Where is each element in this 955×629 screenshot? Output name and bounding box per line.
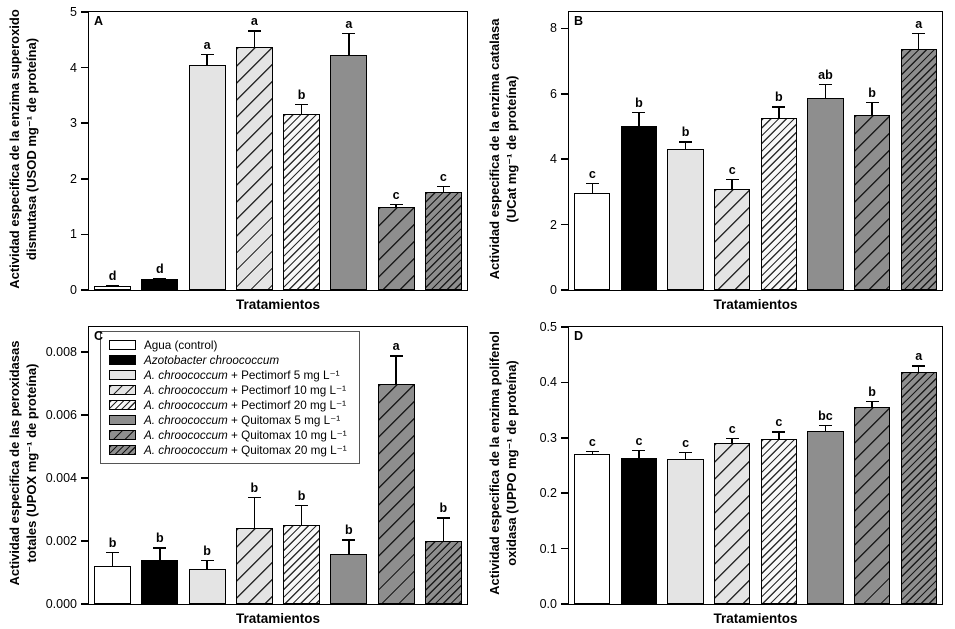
bar [854,115,890,290]
legend-item [109,427,347,442]
error-bar-cap [106,552,119,553]
panel-label-b: B [574,14,584,28]
bar [901,49,937,290]
y-tick-label: 6 [550,86,557,101]
y-tick [561,437,568,439]
y-tick [561,28,568,30]
legend-species-name: A. chroococcum [144,413,228,427]
bar [621,458,657,604]
y-tick [561,382,568,384]
y-tick-label: 2 [550,217,557,232]
legend-swatch [109,445,136,455]
y-tick-label: 0.004 [45,471,77,486]
y-tick-label: 0 [70,283,77,297]
error-bar-cap [679,141,692,142]
significance-letter: c [682,435,690,450]
bar [330,55,367,290]
significance-letter: a [915,16,923,31]
bar [621,126,657,290]
error-bar-cap [586,183,599,184]
error-bar [254,497,255,528]
error-bar [638,112,639,127]
bar [425,192,462,290]
bar [189,569,226,604]
y-axis-title-line: dismutasa (USOD mg⁻¹ de proteína) [24,37,39,260]
y-tick-label: 0.5 [539,320,557,334]
legend-item [109,442,347,457]
error-bar-cap [248,30,261,31]
y-axis-title-line: totales (UPOX mg⁻¹ de proteína) [24,363,39,563]
significance-letter: b [635,95,643,110]
significance-letter: c [728,162,736,177]
x-axis-title-c: Tratamientos [235,611,321,626]
error-bar-cap [342,33,355,34]
legend-species-name: A. chroococcum [144,399,228,412]
y-axis-title-a [6,9,40,289]
significance-letter: ab [818,67,833,82]
legend-treatment-text: + Pectimorf 20 mg L⁻¹ [227,399,347,412]
x-axis-title-b: Tratamientos [713,297,798,312]
significance-letter: a [250,14,258,29]
y-tick [561,492,568,494]
panel-a [0,0,480,315]
y-axis-title-d [486,331,520,595]
error-bar-cap [726,438,739,439]
significance-letter: a [345,16,353,31]
error-bar-cap [819,425,832,426]
error-bar-cap [586,451,599,452]
bar [714,443,750,604]
y-axis-a [0,0,46,315]
error-bar-cap [106,285,119,286]
bar [667,459,703,604]
legend-species-name: A. chroococcum [144,369,228,383]
error-bar-cap [912,365,925,366]
bar [378,207,415,290]
error-bar [825,84,826,98]
error-bar-cap [632,112,645,113]
legend-species-name: Azotobacter chroococcum [144,353,280,367]
y-axis-title-b [486,18,520,279]
legend-label [144,413,340,427]
y-axis-title-line: Actividad especifica de las peroxidasas [7,340,22,586]
legend-item [109,383,347,398]
bar [141,279,178,290]
legend-label [144,339,217,352]
y-tick-label: 0.1 [539,541,557,556]
bar [714,189,750,290]
x-axis-title-a: Tratamientos [235,297,321,312]
legend-item [109,338,347,353]
error-bar [348,33,349,55]
legend-label [144,354,279,367]
y-tick-label: 2 [70,171,77,186]
bar [283,114,320,290]
bar [283,525,320,604]
error-bar [206,54,207,65]
bar [761,118,797,290]
bar [94,286,131,290]
y-tick-label: 0.0 [539,597,557,611]
error-bar-cap [437,186,450,187]
panel-c [0,315,480,629]
significance-letter: b [250,480,259,495]
y-tick [81,11,88,13]
y-tick [81,67,88,69]
legend-swatch [109,370,136,380]
significance-letter: b [439,501,448,516]
legend-item [109,368,347,383]
y-tick-label: 5 [70,5,77,19]
legend-swatch [109,415,136,425]
y-axis-title-c [6,341,40,586]
legend-species-name: A. chroococcum [144,384,228,398]
y-tick [561,326,568,328]
significance-letter: bc [818,409,833,424]
plot-area-b [550,11,943,297]
error-bar [301,505,302,525]
error-bar-cap [866,401,879,402]
y-tick [81,351,88,353]
error-bar-cap [679,452,692,453]
significance-letter: b [681,125,690,140]
error-bar [592,183,593,193]
error-bar [778,106,779,117]
bar [236,47,273,290]
y-tick-label: 0.000 [45,597,77,611]
significance-letter: c [439,170,447,185]
y-tick-label: 4 [550,152,557,167]
bar [378,384,415,604]
error-bar-cap [819,84,832,85]
legend-treatment-text: Agua (control) [144,338,218,352]
legend-swatch [109,430,136,440]
legend-label [144,368,340,382]
legend-swatch [109,340,136,350]
bar [574,454,610,604]
y-tick-label: 4 [70,60,77,75]
y-axis-title-line: Actividad especifica de la enzima superoxido [7,8,22,289]
bar [141,560,178,604]
bar [94,566,131,604]
legend-species-name: A. chroococcum [144,443,228,457]
legend-treatment-text: + Pectimorf 5 mg L⁻¹ [227,369,340,383]
y-tick-label: 0.006 [45,408,77,423]
y-tick-label: 1 [70,227,77,242]
panel-label-d: D [574,329,584,343]
significance-letter: b [203,543,211,558]
y-tick-label: 3 [70,116,77,131]
bar [761,439,797,604]
legend-treatment-text: + Quitomax 20 mg L⁻¹ [227,443,347,457]
y-tick [561,289,568,291]
y-tick [81,540,88,542]
bar [425,541,462,604]
bar [330,554,367,604]
error-bar [871,102,872,115]
y-tick-label: 0 [550,283,557,297]
legend-swatch [109,400,136,410]
significance-letter: a [392,339,400,354]
y-tick [81,178,88,180]
error-bar-cap [772,431,785,432]
y-axis-title-line: Actividad especifica de la enzima catalasa [487,18,502,279]
plot-c [46,315,480,629]
error-bar [254,30,255,47]
significance-letter: b [868,384,876,399]
y-tick [81,289,88,291]
legend-label [144,398,346,412]
y-tick [81,414,88,416]
error-bar [395,355,396,383]
legend-item [109,398,347,413]
plot-b [526,0,955,315]
bar [901,372,937,604]
error-bar-cap [153,547,166,548]
error-bar-cap [866,102,879,103]
y-tick [561,603,568,605]
significance-letter: d [108,269,117,283]
plot-area-d [539,320,943,611]
legend-treatment-text: + Quitomax 5 mg L⁻¹ [227,413,341,427]
bar [807,431,843,604]
significance-letter: b [345,523,353,538]
error-bar [159,547,160,560]
bar [854,407,890,604]
significance-letter: a [915,349,923,364]
significance-letter: c [392,187,400,202]
error-bar [443,517,444,541]
legend-label [144,443,347,457]
legend-item [109,353,347,368]
significance-letter: b [297,488,306,503]
error-bar-cap [912,33,925,34]
legend [100,331,360,464]
y-tick [561,548,568,550]
legend-species-name: A. chroococcum [144,428,228,442]
error-bar-cap [201,54,214,55]
y-axis-title-line: (UCat mg⁻¹ de proteína) [504,75,519,222]
y-tick [561,93,568,95]
bar [189,65,226,290]
legend-item [109,412,347,427]
plot-area-a [70,5,468,297]
error-bar-cap [390,355,403,356]
significance-letter: c [775,415,783,430]
error-bar-cap [153,278,166,279]
error-bar [301,104,302,114]
y-tick-label: 0.002 [45,534,77,549]
bar [236,528,273,604]
bar [574,193,610,290]
y-tick-label: 0.2 [539,486,557,501]
significance-letter: b [868,85,876,100]
bar [807,98,843,290]
significance-letter: a [203,37,211,52]
x-axis-title-d: Tratamientos [713,611,798,626]
legend-label [144,428,347,442]
error-bar [206,560,207,569]
legend-swatch [109,385,136,395]
error-bar-cap [248,497,261,498]
panel-label-c: C [94,329,104,343]
error-bar-cap [437,517,450,518]
error-bar-cap [295,505,308,506]
error-bar-cap [201,560,214,561]
significance-letter: b [774,90,783,105]
error-bar-cap [632,450,645,451]
significance-letter: d [156,261,164,276]
error-bar-cap [772,106,785,107]
y-tick [561,158,568,160]
y-tick [81,477,88,479]
error-bar [918,33,919,49]
significance-letter: c [588,434,596,449]
y-axis-title-line: Actividad especifica de la enzima polifenol [487,331,502,595]
error-bar [731,179,732,189]
y-axis-title-line: oxidasa (UPPO mg⁻¹ de proteína) [504,360,519,566]
legend-treatment-text: + Quitomax 10 mg L⁻¹ [227,428,347,442]
y-tick-label: 8 [550,21,557,36]
legend-swatch [109,355,136,365]
significance-letter: c [728,421,736,436]
significance-letter: c [635,434,643,448]
y-tick [81,122,88,124]
panel-b [480,0,955,315]
significance-letter: b [108,536,117,551]
error-bar-cap [295,104,308,105]
y-axis-b [480,0,526,315]
panel-d [480,315,955,629]
y-axis-d [480,315,526,629]
plot-area-c [45,326,468,611]
legend-treatment-text: + Pectimorf 10 mg L⁻¹ [227,384,347,398]
error-bar-cap [390,204,403,205]
y-tick [561,224,568,226]
error-bar-cap [342,539,355,540]
error-bar-cap [726,179,739,180]
y-tick-label: 0.008 [45,345,77,360]
y-tick [81,603,88,605]
y-tick [81,234,88,236]
significance-letter: c [588,167,596,182]
significance-letter: b [156,531,164,546]
error-bar [112,552,113,566]
bar [667,149,703,290]
plot-a [46,0,480,315]
plot-d [526,315,955,629]
panel-label-a: A [94,14,104,28]
legend-label [144,383,346,397]
y-axis-c [0,315,46,629]
significance-letter: b [297,87,306,102]
y-tick-label: 0.3 [539,430,557,445]
error-bar [348,539,349,553]
y-tick-label: 0.4 [539,375,557,390]
